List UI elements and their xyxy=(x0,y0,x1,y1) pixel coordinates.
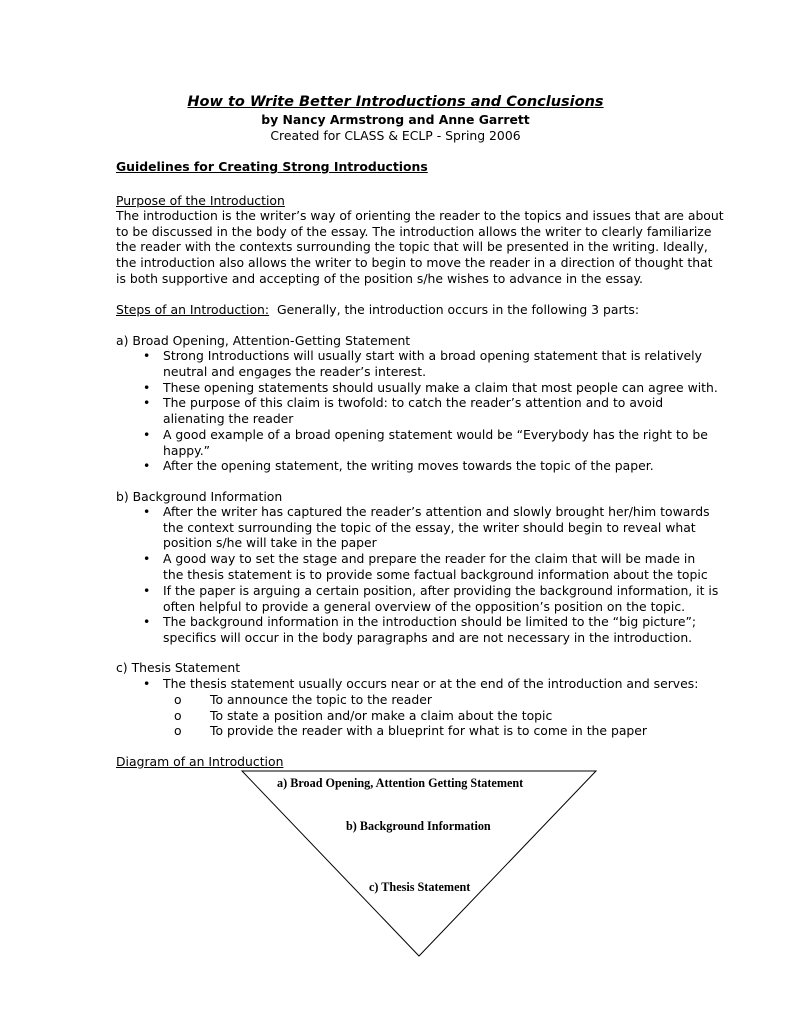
list-item-line: specifics will occur in the body paragraphs and are not necessary in the introduction. xyxy=(163,629,693,645)
purpose-line: is both supportive and accepting of the position s/he wishes to advance in the essay. xyxy=(116,270,643,286)
created-line: Created for CLASS & ECLP - Spring 2006 xyxy=(270,128,521,143)
bullet-icon: • xyxy=(143,380,151,395)
purpose-line: to be discussed in the body of the essay. The introduction allows the writer to clearly familiarize xyxy=(116,223,712,239)
bullet-icon: • xyxy=(143,504,151,519)
bullet-icon: • xyxy=(143,395,151,410)
steps-text: Generally, the introduction occurs in the following 3 parts: xyxy=(269,302,640,317)
document-title: How to Write Better Introductions and Conclusions xyxy=(187,94,604,110)
list-item-line: The purpose of this claim is twofold: to catch the reader’s attention and to avoid xyxy=(163,395,664,410)
list-item-line: often helpful to provide a general overview of the opposition’s position on the topic. xyxy=(163,598,686,614)
triangle-shape xyxy=(242,771,596,956)
bullet-icon: • xyxy=(143,427,151,442)
sub-list-item: To state a position and/or make a claim about the topic xyxy=(210,708,553,723)
section-a-heading: a) Broad Opening, Attention-Getting Statement xyxy=(116,333,411,348)
sub-list-item: To provide the reader with a blueprint for what is to come in the paper xyxy=(210,723,648,738)
list-item-line: If the paper is arguing a certain position, after providing the background information, it is xyxy=(163,583,719,598)
diagram-label-c: c) Thesis Statement xyxy=(369,880,471,894)
bullet-icon: • xyxy=(143,676,151,691)
section-b-heading: b) Background Information xyxy=(116,489,283,504)
list-item-line: A good example of a broad opening statement would be “Everybody has the right to be xyxy=(163,427,708,442)
list-item-line: These opening statements should usually make a claim that most people can agree with. xyxy=(163,380,718,395)
purpose-line: The introduction is the writer’s way of orienting the reader to the topics and issues that are about xyxy=(116,208,724,223)
list-item-line: The background information in the introduction should be limited to the “big picture”; xyxy=(163,614,697,629)
sub-list-item: To announce the topic to the reader xyxy=(210,692,432,707)
bullet-icon: • xyxy=(143,348,151,363)
diagram-label-a: a) Broad Opening, Attention Getting Statement xyxy=(277,776,524,790)
steps-label: Steps of an Introduction: xyxy=(116,302,270,317)
diagram-heading: Diagram of an Introduction xyxy=(116,754,284,769)
list-item-line: After the writer has captured the reader’s attention and slowly brought her/him towards xyxy=(163,504,710,519)
bullet-icon: • xyxy=(143,583,151,598)
list-item-line: A good way to set the stage and prepare the reader for the claim that will be made in xyxy=(163,551,696,566)
bullet-icon: • xyxy=(143,551,151,566)
guidelines-heading: Guidelines for Creating Strong Introductions xyxy=(116,159,428,174)
diagram-label-b: b) Background Information xyxy=(346,819,491,833)
sub-bullet-icon: o xyxy=(174,692,182,707)
list-item-line: After the opening statement, the writing moves towards the topic of the paper. xyxy=(163,458,654,473)
list-item-line: the thesis statement is to provide some factual background information about the topic xyxy=(163,566,708,582)
list-item-line: position s/he will take in the paper xyxy=(163,535,377,550)
sub-bullet-icon: o xyxy=(174,723,182,738)
bullet-icon: • xyxy=(143,458,151,473)
list-item-line: alienating the reader xyxy=(163,410,294,426)
list-item-line: The thesis statement usually occurs near or at the end of the introduction and serves: xyxy=(163,676,699,691)
sub-bullet-icon: o xyxy=(174,708,182,723)
purpose-line: the introduction also allows the writer to begin to move the reader in a direction of thought that xyxy=(116,255,713,271)
purpose-heading: Purpose of the Introduction xyxy=(116,193,285,208)
list-item-line: the context surrounding the topic of the essay, the writer should begin to reveal what xyxy=(163,519,696,535)
section-c-heading: c) Thesis Statement xyxy=(116,660,241,675)
list-item-line: Strong Introductions will usually start with a broad opening statement that is relatively xyxy=(163,348,702,363)
list-item-line: neutral and engages the reader’s interest. xyxy=(163,363,427,379)
list-item-line: happy.” xyxy=(163,442,211,458)
authors-line: by Nancy Armstrong and Anne Garrett xyxy=(261,112,530,127)
bullet-icon: • xyxy=(143,614,151,629)
purpose-line: the reader with the contexts surrounding the topic that will be presented in the writing. Ideally, xyxy=(116,239,708,255)
